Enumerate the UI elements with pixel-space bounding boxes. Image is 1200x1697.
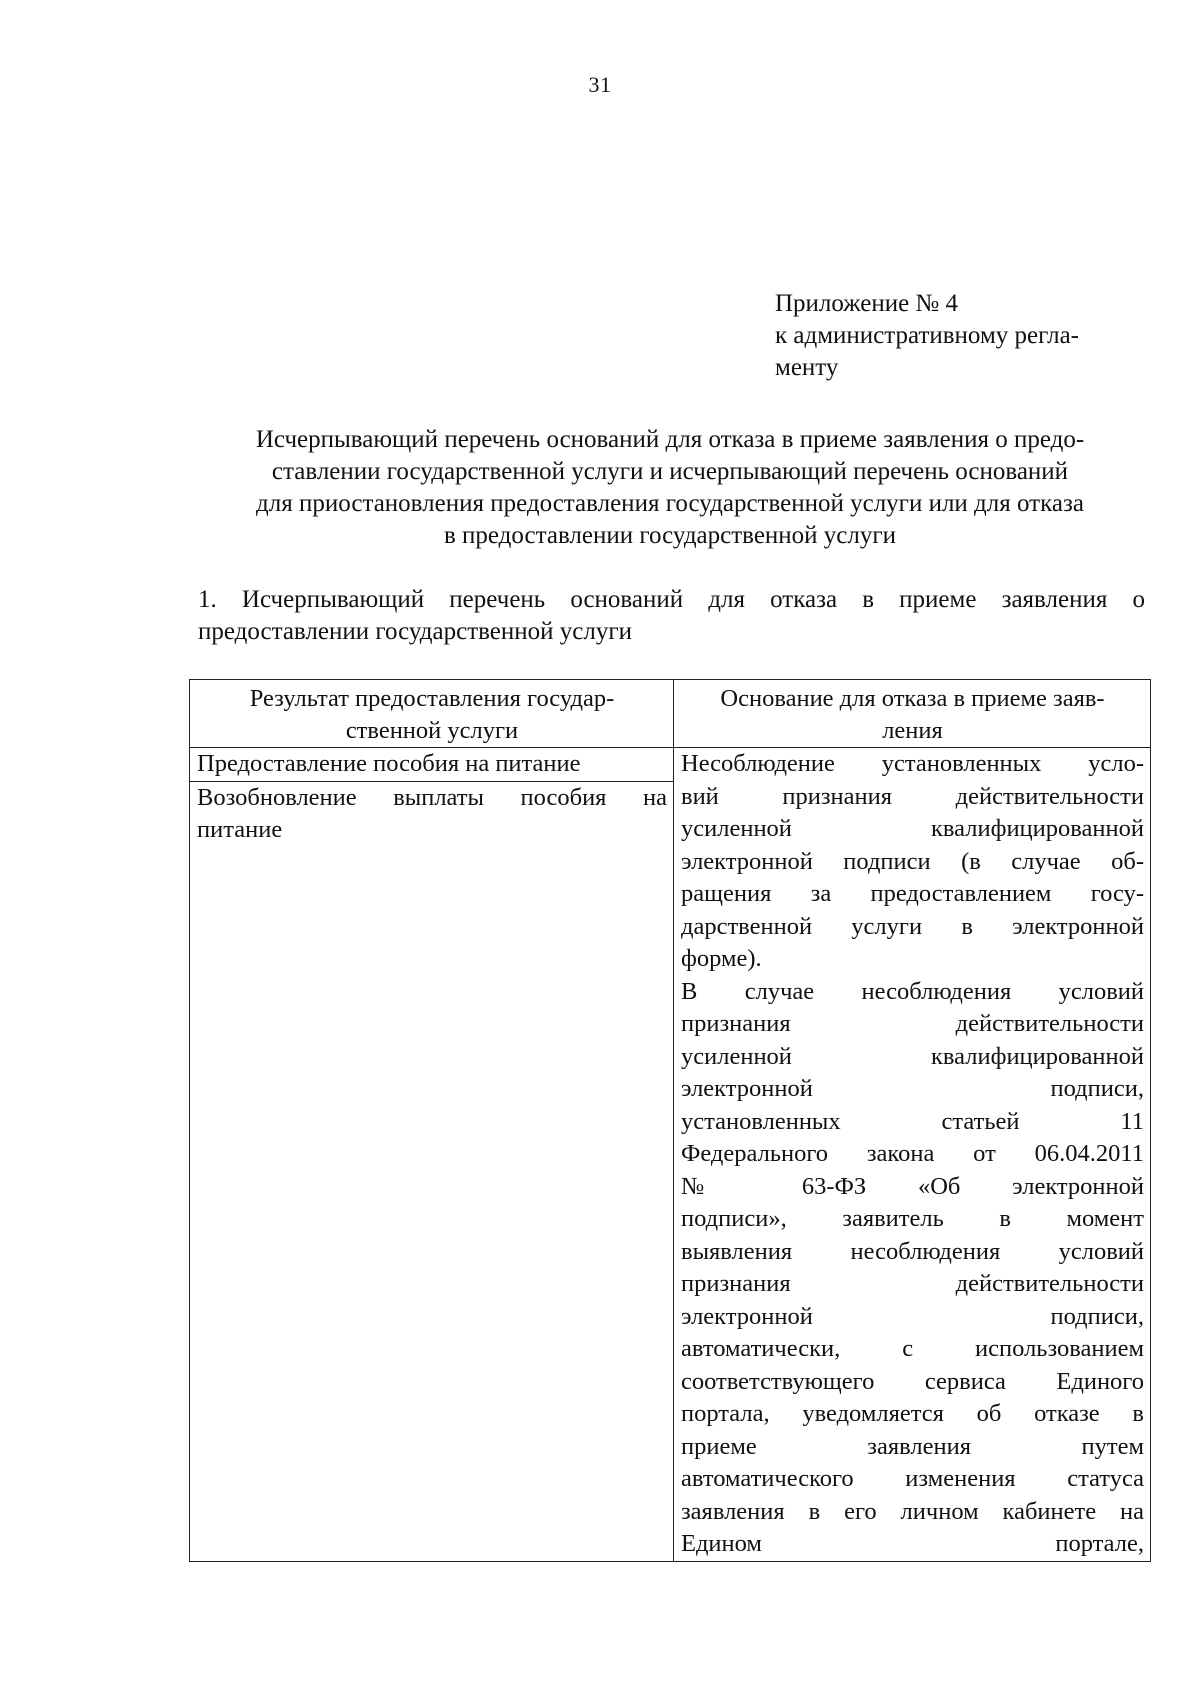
- title-line: ставлении государственной услуги и исчерпывающий перечень оснований: [271, 458, 1069, 485]
- reason-line: электронной подписи (в случае об-: [681, 847, 1144, 875]
- grounds-table: [189, 679, 1151, 1562]
- table-header-row: [190, 680, 1151, 748]
- title-line: для приостановления предоставления государственной услуги или для отказа: [256, 490, 1084, 517]
- reason-line: установленных статьей 11: [681, 1107, 1144, 1135]
- table-row: [190, 748, 1151, 782]
- header-reason: [674, 680, 1151, 748]
- header-line: Результат предоставления государ-: [249, 685, 615, 712]
- result-line: Возобновление выплаты пособия на: [197, 783, 667, 811]
- header-line: ственной услуги: [345, 717, 519, 744]
- reason-line: Несоблюдение установленных усло-: [681, 750, 1144, 777]
- appendix-line: к административному регла-: [775, 322, 1080, 349]
- reason-line: подписи», заявитель в момент: [681, 1205, 1144, 1232]
- header-line: ления: [882, 717, 943, 744]
- reason-line: дарственной услуги в электронной: [681, 912, 1144, 940]
- reason-line: приеме заявления путем: [681, 1432, 1144, 1460]
- result-line: Предоставление пособия на питание: [197, 750, 581, 777]
- result-cell: [190, 748, 674, 782]
- page-number: 31: [588, 72, 612, 97]
- reason-line: ращения за предоставлением госу-: [681, 880, 1144, 907]
- section-heading-line: предоставлении государственной услуги: [198, 618, 632, 645]
- reason-cell: [674, 748, 1151, 1562]
- reason-line: выявления несоблюдения условий: [681, 1237, 1144, 1265]
- reason-line: электронной подписи,: [681, 1075, 1144, 1102]
- appendix-line: Приложение № 4: [775, 290, 959, 317]
- reason-line: № 63-ФЗ «Об электронной: [681, 1172, 1144, 1200]
- reason-line: вий признания действительности: [681, 782, 1144, 810]
- reason-line: портала, уведомляется об отказе в: [681, 1400, 1144, 1427]
- reason-line: признания действительности: [681, 1010, 1144, 1037]
- title-line: Исчерпывающий перечень оснований для отказа в приеме заявления о предо-: [255, 426, 1085, 453]
- reason-line: форме).: [681, 945, 762, 972]
- reason-line: Федерального закона от 06.04.2011: [681, 1140, 1144, 1167]
- reason-line: электронной подписи,: [681, 1302, 1144, 1330]
- reason-line: заявления в его личном кабинете на: [681, 1497, 1144, 1525]
- reason-line: автоматического изменения статуса: [681, 1465, 1144, 1492]
- header-line: Основание для отказа в приеме заяв-: [720, 685, 1105, 712]
- document-title: [195, 424, 1145, 552]
- reason-line: автоматически, с использованием: [681, 1335, 1144, 1362]
- section-heading: [198, 584, 1145, 648]
- header-result: [190, 680, 674, 748]
- result-cell: [190, 781, 674, 1561]
- reason-line: усиленной квалифицированной: [681, 815, 1144, 842]
- reason-line: соответствующего сервиса Единого: [681, 1367, 1144, 1395]
- reason-line: В случае несоблюдения условий: [681, 977, 1144, 1005]
- reason-line: усиленной квалифицированной: [681, 1042, 1144, 1070]
- section-heading-line: 1. Исчерпывающий перечень оснований для отказа в приеме заявления о: [198, 586, 1145, 613]
- reason-line: Едином портале,: [681, 1530, 1144, 1557]
- appendix-note: [775, 288, 1135, 384]
- reason-line: признания действительности: [681, 1270, 1144, 1297]
- result-line: питание: [197, 816, 283, 844]
- title-line: в предоставлении государственной услуги: [443, 522, 897, 549]
- appendix-line: менту: [775, 354, 839, 381]
